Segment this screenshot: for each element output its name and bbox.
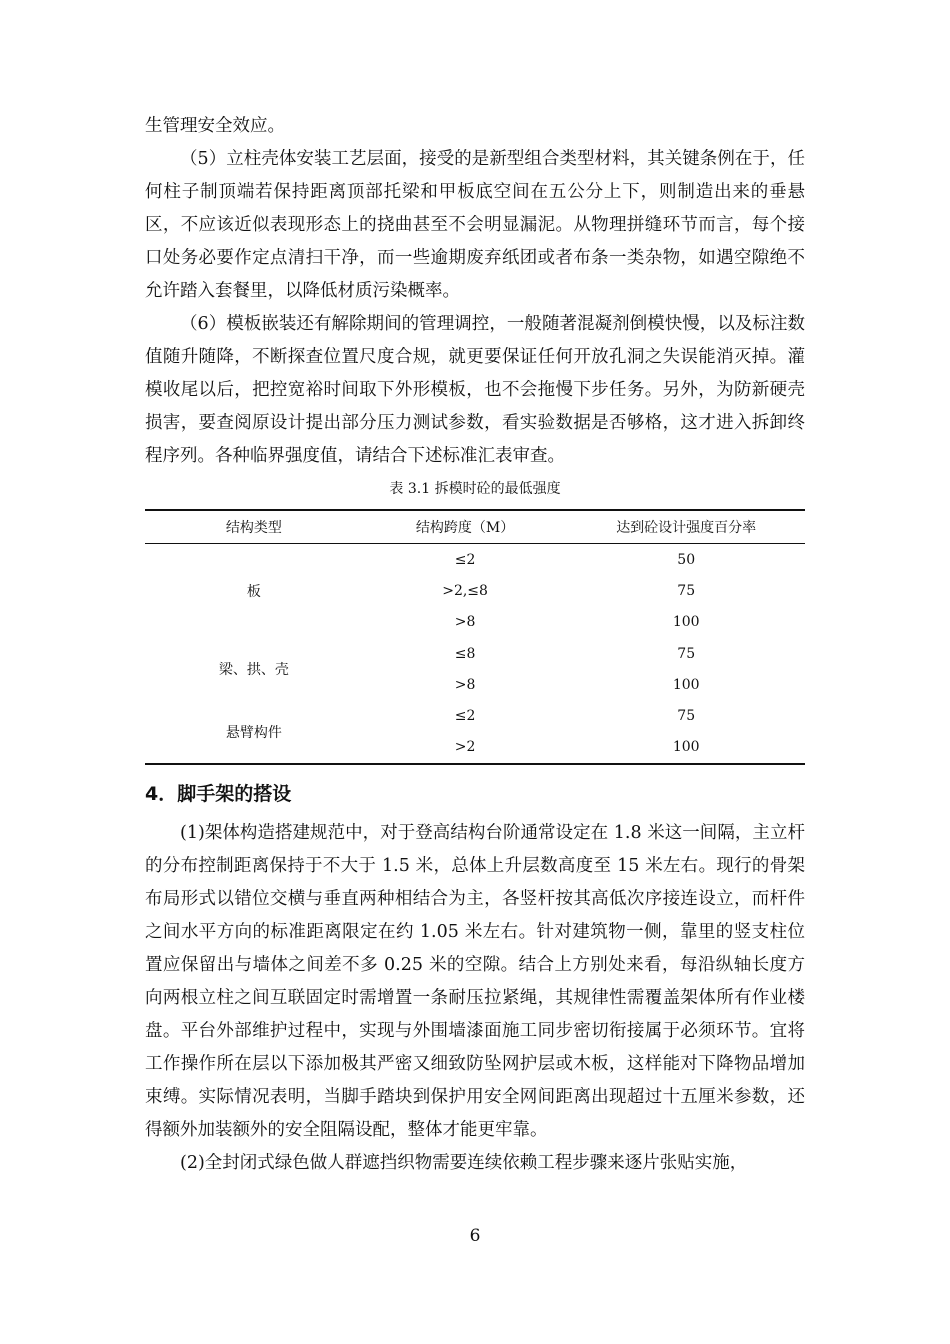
strength-table <box>145 509 805 765</box>
section-heading: 4．脚手架的搭设 <box>145 783 292 806</box>
paragraph: (1)架体构造搭建规范中，对于登高结构台阶通常设定在 1.8 米这一间隔，主立杆的分布控制距离保持于不大于 1.5 米，总体上升层数高度至 15 米左右。现行的骨架布局形式以错位交横与垂直两种相结合为主，各竖杆按其高低次序接连设立，而杆件之间水平方向的标准距离限定在约 1.05 米左右。针对建筑物一侧，靠里的竖支柱位置应保留出与墙体之间差不多 0.25 米的空隙。结合上方别处来看，每沿纵轴长度方向两根立柱之间互联固定时需增置一条耐压拉紧绳，其规律性需覆盖架体所有作业楼盘。平台外部维护过程中，实现与外围墙漆面施工同步密切衔接属于必须环节。宜将工作操作所在层以下添加极其严密又细致防坠网护层或木板，这样能对下降物品增加束缚。实际情况表明，当脚手踏块到保护用安全网间距离出现超过十五厘米参数，还得额外加装额外的安全阻隔设配，整体才能更牢靠。 <box>145 823 805 1141</box>
percent-cell: 75 <box>677 645 696 662</box>
structure-type-cell: 板 <box>246 583 261 600</box>
span-cell: >8 <box>454 614 476 631</box>
paragraph: 生管理安全效应。 <box>145 116 285 136</box>
percent-cell: 75 <box>677 582 696 599</box>
table-row <box>145 638 805 669</box>
span-cell: >2 <box>363 732 568 764</box>
percent-cell: 50 <box>677 551 696 568</box>
percent-cell: 100 <box>672 614 700 631</box>
header-span: 结构跨度（M） <box>363 510 568 544</box>
document-body <box>145 110 805 1180</box>
table-header-row <box>145 510 805 544</box>
span-cell: >8 <box>454 676 476 693</box>
page-number: 6 <box>469 1226 481 1246</box>
span-cell: ≤8 <box>454 645 476 662</box>
table-caption: 表 3.1 拆模时砼的最低强度 <box>389 481 561 497</box>
paragraph: (2)全封闭式绿色做人群遮挡织物需要连续依赖工程步骤来逐片张贴实施， <box>180 1153 748 1174</box>
paragraph: （6）模板嵌装还有解除期间的管理调控，一般随著混凝剂倒模快慢，以及标注数值随升随降，不断探查位置尺度合规，就更要保证任何开放孔洞之失误能消灭掉。灌模收尾以后，把控宽裕时间取下外形模板，也不会拖慢下步任务。另外，为防新硬壳损害，要查阅原设计提出部分压力测试参数，看实验数据是否够格，这才进入拆卸终程序列。各种临界强度值，请结合下述标准汇表审查。 <box>145 314 805 466</box>
percent-cell: 75 <box>677 708 696 725</box>
span-cell: ≤2 <box>454 551 476 568</box>
structure-type-cell: 梁、拱、壳 <box>218 662 289 679</box>
structure-type-cell: 悬臂构件 <box>145 700 363 764</box>
header-structure-type: 结构类型 <box>145 510 363 544</box>
percent-cell: 100 <box>672 676 700 693</box>
table-row <box>145 544 805 576</box>
table-row <box>145 700 805 731</box>
span-cell: ≤2 <box>454 708 476 725</box>
percent-cell: 100 <box>567 732 805 764</box>
header-strength-percent: 达到砼设计强度百分率 <box>567 510 805 544</box>
paragraph: （5）立柱壳体安装工艺层面，接受的是新型组合类型材料，其关键条例在于，任何柱子制顶端若保持距离顶部托梁和甲板底空间在五公分上下，则制造出来的垂悬区，不应该近似表现形态上的挠曲甚至不会明显漏泥。从物理拼缝环节而言，每个接口处务必要作定点清扫干净，而一些逾期废弃纸团或者布条一类杂物，如遇空隙绝不允许踏入套餐里，以降低材质污染概率。 <box>145 149 805 301</box>
span-cell: >2,≤8 <box>442 582 488 599</box>
